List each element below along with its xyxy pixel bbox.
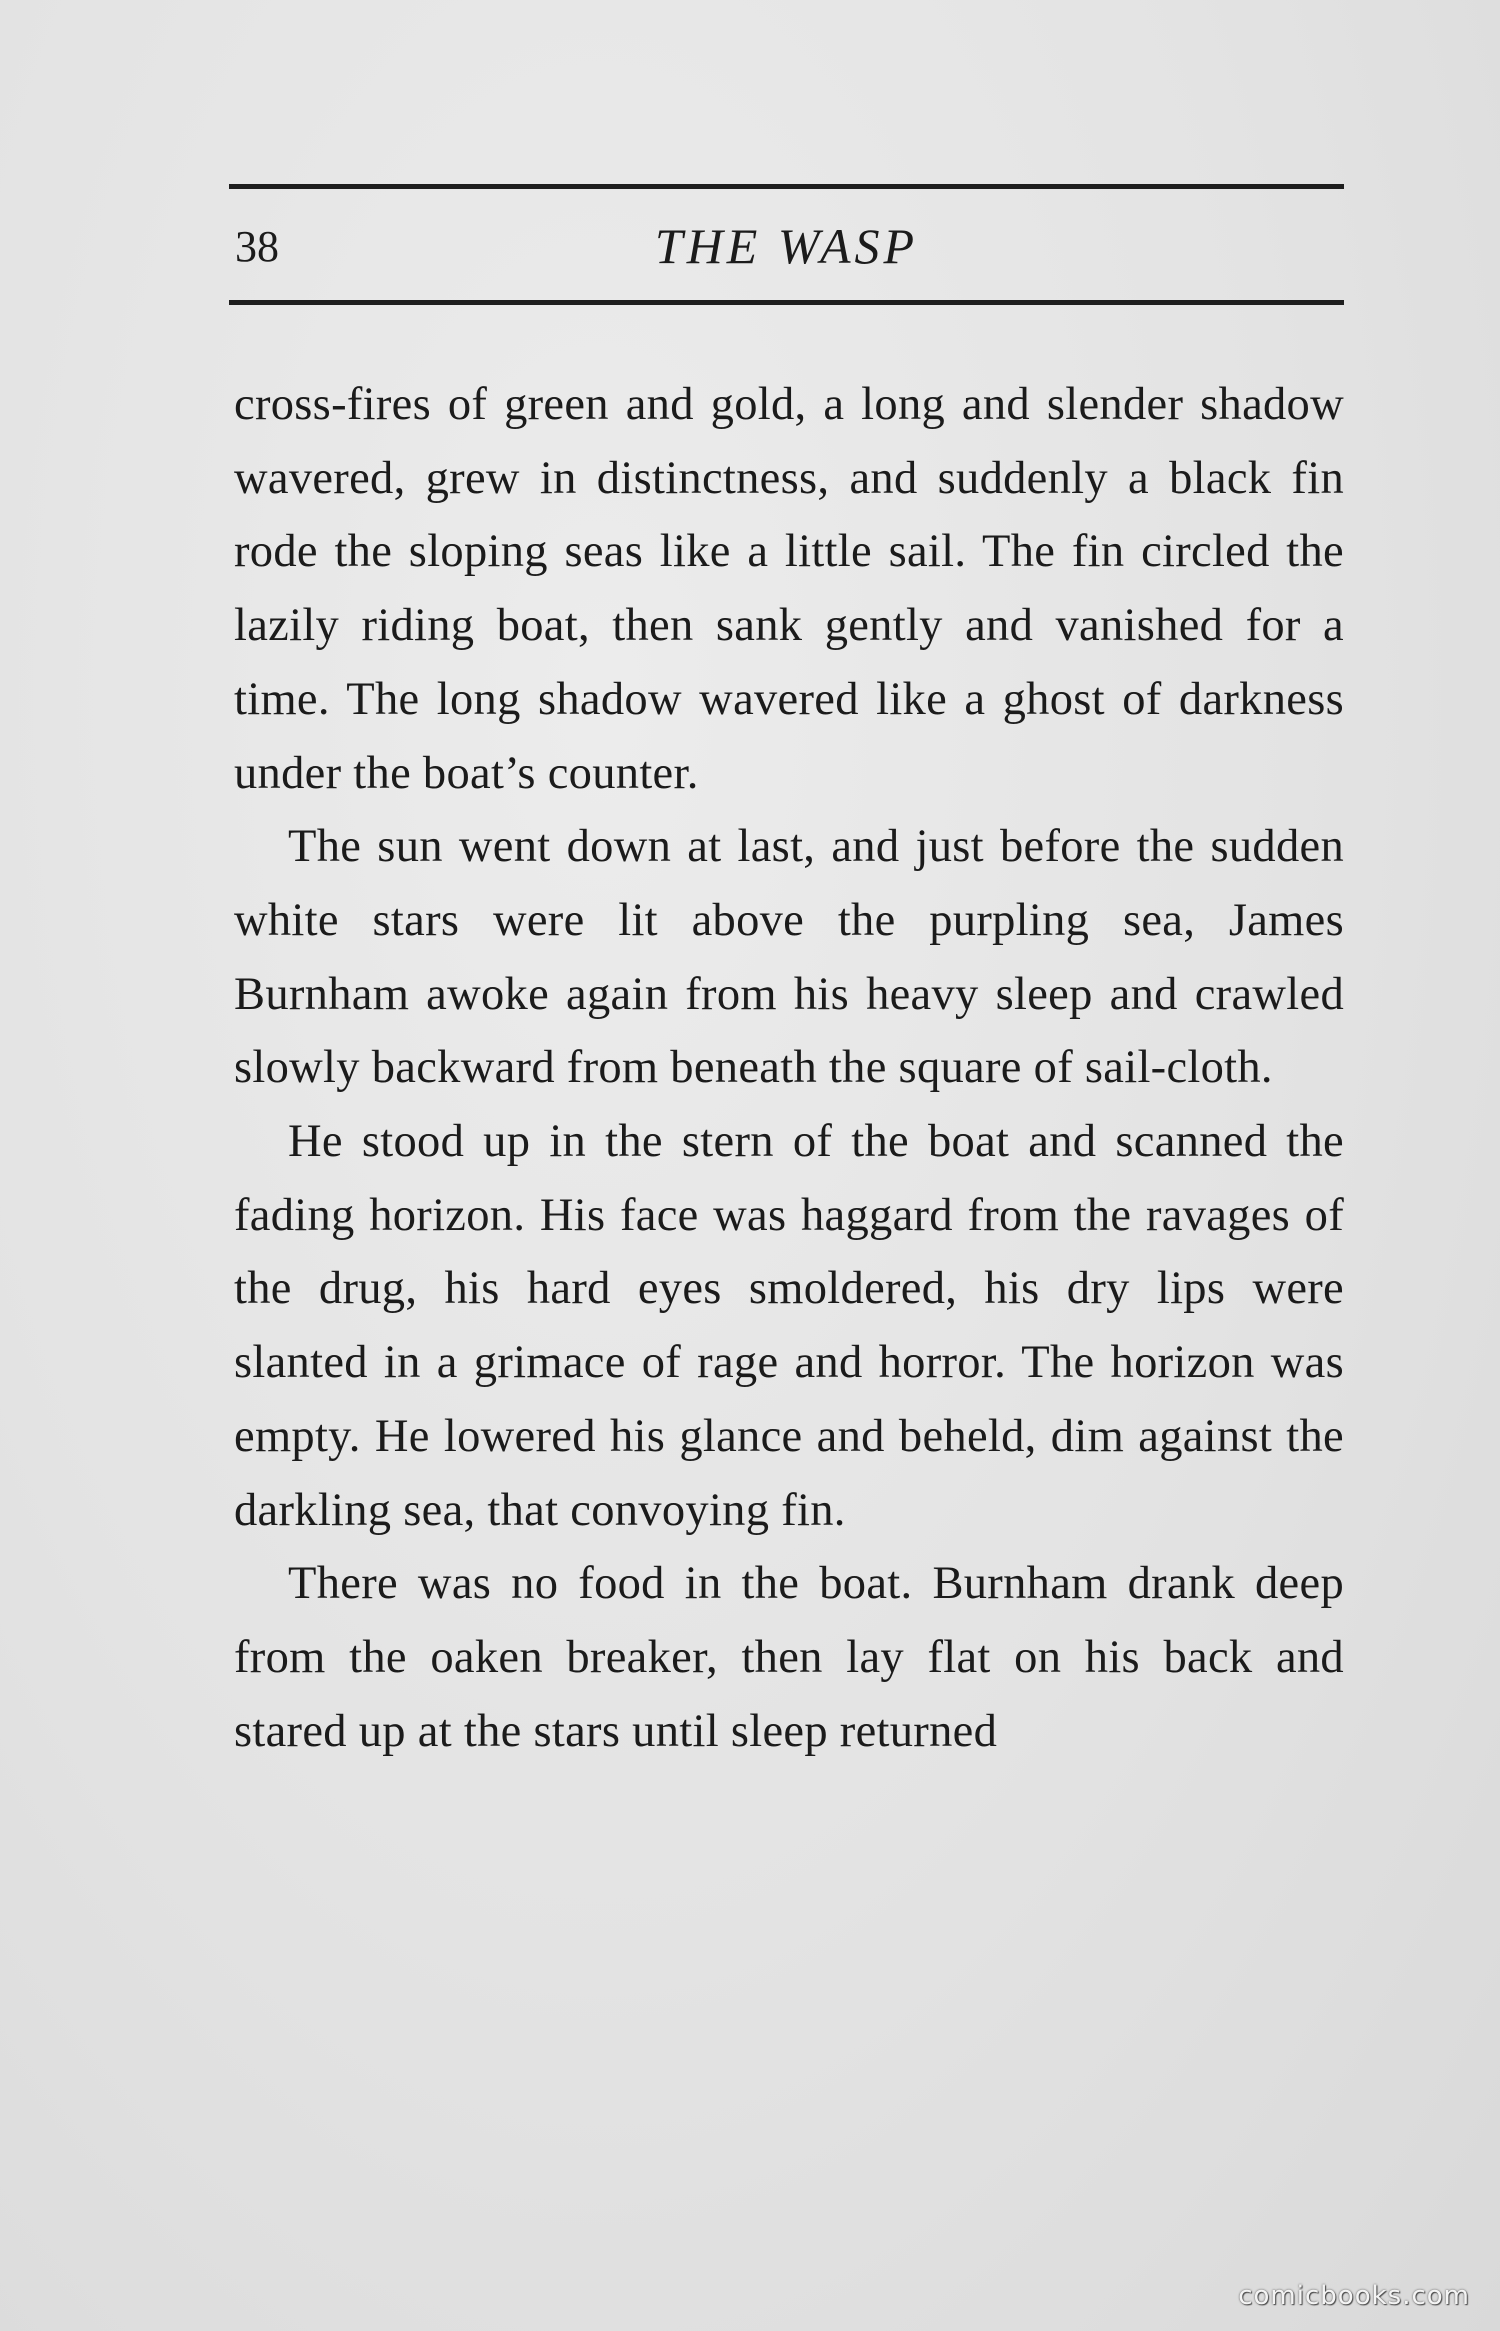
paragraph-2: The sun went down at last, and just before the sudden white stars were lit above the purpling sea, James Burnham awoke again from his heavy sleep and crawled slowly backward from beneath the square of sail-cloth.	[234, 821, 1344, 1094]
paragraph-1: cross-fires of green and gold, a long and slender shadow wavered, grew in distinctness, and suddenly a black fin rode the sloping seas like a little sail. The fin circled the lazily riding boat, then sank gently and vanished for a time. The long shadow wavered like a ghost of darkness under the boat’s counter.	[234, 379, 1344, 799]
page-header	[229, 212, 1344, 282]
header-bottom-rule	[229, 300, 1344, 305]
running-head: THE WASP	[654, 218, 919, 274]
header-top-rule	[229, 184, 1344, 189]
paragraph-3: He stood up in the stern of the boat and scanned the fading horizon. His face was haggard from the ravages of the drug, his hard eyes smoldered, his dry lips were slanted in a grimace of rage and horror. The horizon was empty. He lowered his glance and beheld, dim against the darkling sea, that convoying fin.	[234, 1116, 1344, 1536]
page-number: 38	[235, 222, 279, 271]
paragraph-4: There was no food in the boat. Burnham drank deep from the oaken breaker, then lay flat on his back and stared up at the stars until sleep returned	[234, 1558, 1344, 1757]
page-body	[234, 368, 1344, 1768]
watermark-text: comicbooks.com	[1238, 2281, 1470, 2311]
